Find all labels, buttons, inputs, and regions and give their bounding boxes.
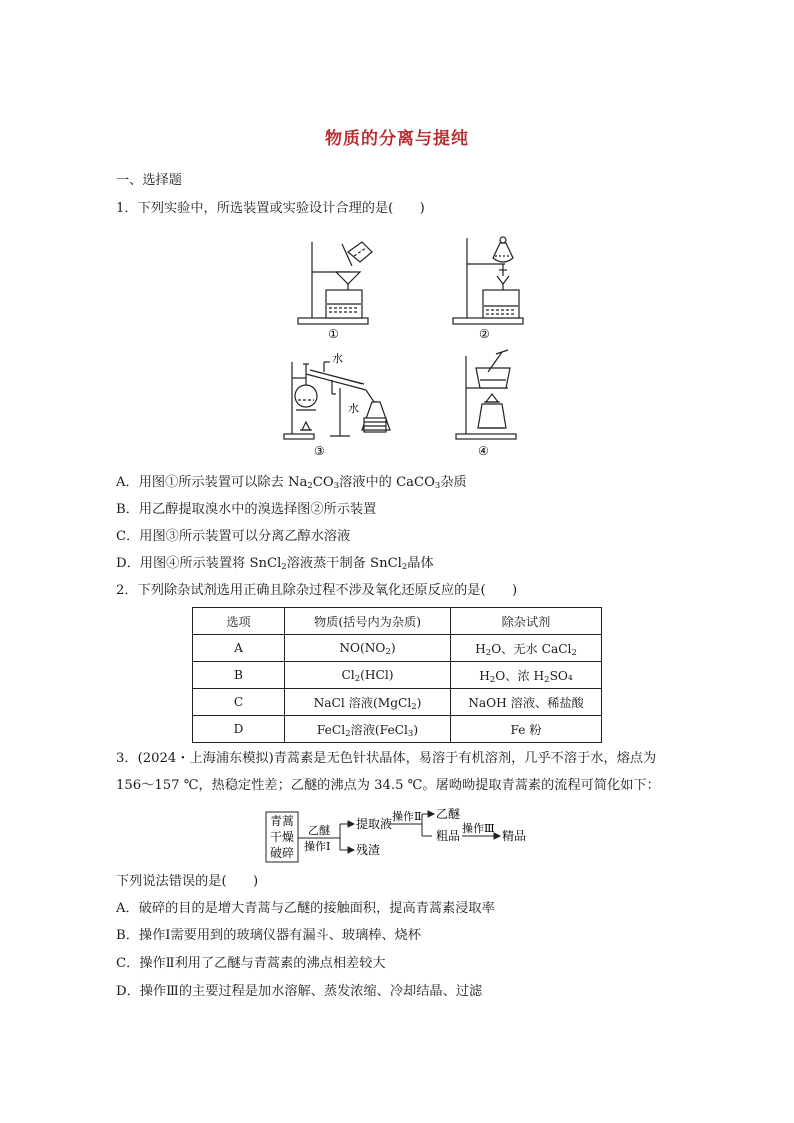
table-row xyxy=(193,662,602,689)
flow-crude: 粗品 xyxy=(436,829,461,843)
table-row xyxy=(193,689,602,716)
table-cell-reagent: Fe 粉 xyxy=(451,716,602,743)
figure-label-4: ④ xyxy=(478,444,489,458)
table-header: 物质(括号内为杂质) xyxy=(285,608,451,635)
apparatus-1-filtration xyxy=(290,232,380,340)
flow-box-line3: 破碎 xyxy=(270,846,295,860)
q1-option-b: B．用乙醇提取溴水中的溴选择图②所示装置 xyxy=(116,502,377,517)
flow-residue: 残渣 xyxy=(356,843,381,857)
flow-box-line1: 青蒿 xyxy=(270,814,295,828)
q1-option-c: C．用图③所示装置可以分离乙醇水溶液 xyxy=(116,529,351,544)
table-row xyxy=(193,635,602,662)
flow-extract: 提取液 xyxy=(356,817,393,831)
table-cell-substance: $Cl_2(HCl)$ xyxy=(285,662,451,689)
page-title: 物质的分离与提纯 xyxy=(325,129,469,149)
water-label-in: 水 xyxy=(332,352,343,365)
table-cell-option: A xyxy=(193,635,285,662)
q1-option-d: D．用图④所示装置将 SnCl$_2$溶液蒸干制备 SnCl$_2$晶体 xyxy=(116,556,434,572)
table-cell-substance: FeCl$_2$溶液(FeCl$_3$) xyxy=(285,716,451,743)
q1-option-a: A．用图①所示装置可以除去 $Na_2CO_3$溶液中的 CaCO$_3$杂质 xyxy=(116,475,467,491)
flow-ether: 乙醚 xyxy=(436,807,461,821)
flow-op3: 操作Ⅲ xyxy=(462,822,495,835)
flow-reagent: 乙醚 xyxy=(308,824,330,837)
figure-label-3: ③ xyxy=(314,444,325,458)
figure-label-1: ① xyxy=(328,327,339,340)
flow-op2: 操作Ⅱ xyxy=(392,810,422,823)
q3-option-d: D．操作Ⅲ的主要过程是加水溶解、蒸发浓缩、冷却结晶、过滤 xyxy=(116,984,483,999)
q3-option-c: C．操作Ⅱ利用了乙醚与青蒿素的沸点相差较大 xyxy=(116,956,386,971)
apparatus-3-distillation xyxy=(280,348,400,458)
table-header: 除杂试剂 xyxy=(451,608,602,635)
flow-box-line2: 干燥 xyxy=(270,830,295,844)
water-label-out: 水 xyxy=(348,402,359,415)
q2-options-table xyxy=(192,607,602,743)
table-cell-reagent: $H_2O$、无水 CaCl$_2$ xyxy=(451,635,602,662)
table-header: 选项 xyxy=(193,608,285,635)
table-cell-substance: $NO(NO_2)$ xyxy=(285,635,451,662)
q3-stem-line2: 156～157 ℃，热稳定性差；乙醚的沸点为 34.5 ℃。屠呦呦提取青蒿素的流程可简化如下： xyxy=(116,778,660,793)
flow-op1: 操作Ⅰ xyxy=(304,840,331,853)
flow-fine: 精品 xyxy=(502,829,527,843)
table-cell-option: D xyxy=(193,716,285,743)
table-row xyxy=(193,716,602,743)
table-cell-option: B xyxy=(193,662,285,689)
apparatus-2-separatory-funnel xyxy=(445,232,535,340)
q3-option-a: A．破碎的目的是增大青蒿与乙醚的接触面积，提高青蒿素浸取率 xyxy=(116,901,495,916)
apparatus-4-evaporation xyxy=(450,348,540,458)
table-header-row xyxy=(193,608,602,635)
q3-question: 下列说法错误的是( ) xyxy=(116,874,259,889)
q1-stem: 1．下列实验中，所选装置或实验设计合理的是( ) xyxy=(116,201,425,216)
q3-option-b: B．操作Ⅰ需要用到的玻璃仪器有漏斗、玻璃棒、烧杯 xyxy=(116,928,422,943)
section-heading: 一、选择题 xyxy=(116,173,182,188)
table-cell-option: C xyxy=(193,689,285,716)
q3-stem-line1: 3．(2024・上海浦东模拟)青蒿素是无色针状晶体，易溶于有机溶剂，几乎不溶于水，熔点为 xyxy=(116,751,657,766)
table-cell-substance: NaCl 溶液(MgCl$_2$) xyxy=(285,689,451,716)
extraction-flowchart xyxy=(262,804,542,866)
table-cell-reagent: $H_2O$、浓 $H_2SO_4$ xyxy=(451,662,602,689)
q2-stem: 2．下列除杂试剂选用正确且除杂过程不涉及氧化还原反应的是( ) xyxy=(116,583,518,598)
figure-label-2: ② xyxy=(479,327,490,340)
table-cell-reagent: NaOH 溶液、稀盐酸 xyxy=(451,689,602,716)
